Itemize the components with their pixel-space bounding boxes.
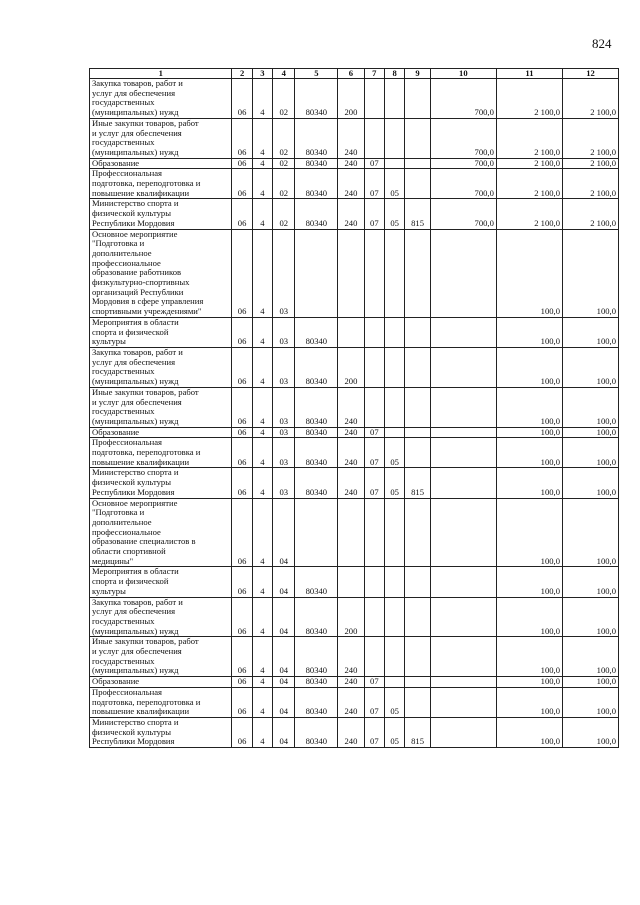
row-name-cell: Закупка товаров, работ и услуг для обеспечения государственных (муниципальных) нужд: [90, 597, 232, 637]
target-code-cell: 80340: [295, 169, 338, 199]
section-code-cell: 06: [232, 637, 252, 677]
amount-cell: [430, 498, 496, 567]
target-code-cell: [295, 229, 338, 317]
row-name-cell: Основное мероприятие "Подготовка и дополнительное профессиональное образование работников физкультурно-спортивных организаций Республики Мордовия в сфере управления спортивными учреждениями": [90, 229, 232, 317]
amount-cell: 100,0: [496, 438, 562, 468]
target-code-cell: 80340: [295, 199, 338, 229]
target-code-cell: 80340: [295, 718, 338, 748]
target-code-cell: [295, 498, 338, 567]
section-code-cell: 06: [232, 438, 252, 468]
row-name-cell: Профессиональная подготовка, переподготовка и повышение квалификации: [90, 169, 232, 199]
expense-type-cell: 200: [338, 597, 364, 637]
expense-type-cell: [338, 317, 364, 347]
table-row: [90, 229, 619, 317]
program-code-cell: 4: [252, 637, 272, 677]
subsection-cell: [384, 387, 404, 427]
amount-cell: 100,0: [563, 687, 619, 717]
subprogram-code-cell: 03: [273, 427, 295, 438]
amount-cell: [430, 597, 496, 637]
subprogram-code-cell: 02: [273, 169, 295, 199]
subprogram-code-cell: 02: [273, 79, 295, 119]
subprogram-code-cell: 04: [273, 718, 295, 748]
column-header: 4: [273, 69, 295, 79]
amount-cell: 100,0: [496, 347, 562, 387]
expense-type-cell: [338, 498, 364, 567]
ministry-code-cell: [405, 158, 430, 169]
section-code-cell: 06: [232, 567, 252, 597]
table-row: [90, 438, 619, 468]
program-code-cell: 4: [252, 118, 272, 158]
expense-type-cell: 240: [338, 387, 364, 427]
target-code-cell: 80340: [295, 387, 338, 427]
program-code-cell: 4: [252, 199, 272, 229]
table-row: [90, 169, 619, 199]
ministry-code-cell: 815: [405, 199, 430, 229]
amount-cell: 100,0: [496, 597, 562, 637]
row-name-cell: Образование: [90, 158, 232, 169]
row-name-cell: Основное мероприятие "Подготовка и дополнительное профессиональное образование специалистов в области спортивной медицины": [90, 498, 232, 567]
row-name-cell: Образование: [90, 677, 232, 688]
target-code-cell: 80340: [295, 637, 338, 677]
amount-cell: 100,0: [563, 317, 619, 347]
amount-cell: [430, 687, 496, 717]
ministry-code-cell: [405, 347, 430, 387]
program-code-cell: 4: [252, 468, 272, 498]
subprogram-code-cell: 04: [273, 597, 295, 637]
target-code-cell: 80340: [295, 347, 338, 387]
row-name-cell: Иные закупки товаров, работ и услуг для обеспечения государственных (муниципальных) нужд: [90, 637, 232, 677]
subsection-cell: [384, 347, 404, 387]
subsection-cell: [384, 567, 404, 597]
program-code-cell: 4: [252, 229, 272, 317]
column-header: 11: [496, 69, 562, 79]
amount-cell: [430, 438, 496, 468]
row-name-cell: Иные закупки товаров, работ и услуг для обеспечения государственных (муниципальных) нужд: [90, 118, 232, 158]
ministry-code-cell: [405, 169, 430, 199]
subsection-cell: 05: [384, 199, 404, 229]
section-code-cell: 06: [232, 229, 252, 317]
amount-cell: 100,0: [563, 229, 619, 317]
program-code-cell: 4: [252, 597, 272, 637]
expense-type-cell: [338, 567, 364, 597]
section-code-cell: 06: [232, 169, 252, 199]
amount-cell: 700,0: [430, 158, 496, 169]
amount-cell: 2 100,0: [496, 79, 562, 119]
section-code-cell: 06: [232, 347, 252, 387]
section-cell: 07: [364, 169, 384, 199]
section-code-cell: 06: [232, 427, 252, 438]
section-cell: 07: [364, 438, 384, 468]
column-header: 3: [252, 69, 272, 79]
row-name-cell: Профессиональная подготовка, переподготовка и повышение квалификации: [90, 687, 232, 717]
row-name-cell: Профессиональная подготовка, переподготовка и повышение квалификации: [90, 438, 232, 468]
program-code-cell: 4: [252, 317, 272, 347]
target-code-cell: 80340: [295, 118, 338, 158]
amount-cell: [430, 317, 496, 347]
section-cell: [364, 229, 384, 317]
amount-cell: 100,0: [496, 229, 562, 317]
amount-cell: [430, 468, 496, 498]
target-code-cell: 80340: [295, 597, 338, 637]
subsection-cell: [384, 498, 404, 567]
row-name-cell: Мероприятия в области спорта и физической культуры: [90, 567, 232, 597]
subprogram-code-cell: 03: [273, 387, 295, 427]
row-name-cell: Министерство спорта и физической культуры Республики Мордовия: [90, 199, 232, 229]
ministry-code-cell: [405, 687, 430, 717]
row-name-cell: Образование: [90, 427, 232, 438]
expense-type-cell: 240: [338, 118, 364, 158]
table-row: [90, 718, 619, 748]
subsection-cell: 05: [384, 687, 404, 717]
target-code-cell: 80340: [295, 468, 338, 498]
table-row: [90, 468, 619, 498]
table-row: [90, 387, 619, 427]
target-code-cell: 80340: [295, 427, 338, 438]
target-code-cell: 80340: [295, 677, 338, 688]
amount-cell: 700,0: [430, 199, 496, 229]
expense-type-cell: 240: [338, 169, 364, 199]
expense-type-cell: 240: [338, 677, 364, 688]
amount-cell: 2 100,0: [563, 158, 619, 169]
amount-cell: 2 100,0: [563, 79, 619, 119]
amount-cell: 100,0: [563, 718, 619, 748]
amount-cell: 100,0: [563, 498, 619, 567]
amount-cell: 100,0: [563, 677, 619, 688]
subsection-cell: [384, 79, 404, 119]
program-code-cell: 4: [252, 677, 272, 688]
subprogram-code-cell: 02: [273, 158, 295, 169]
amount-cell: 100,0: [563, 468, 619, 498]
section-cell: [364, 498, 384, 567]
expense-type-cell: 240: [338, 718, 364, 748]
subsection-cell: [384, 597, 404, 637]
subprogram-code-cell: 03: [273, 438, 295, 468]
section-code-cell: 06: [232, 79, 252, 119]
amount-cell: [430, 718, 496, 748]
amount-cell: [430, 229, 496, 317]
amount-cell: 2 100,0: [563, 169, 619, 199]
section-code-cell: 06: [232, 199, 252, 229]
column-header: 1: [90, 69, 232, 79]
amount-cell: 700,0: [430, 118, 496, 158]
amount-cell: 100,0: [563, 567, 619, 597]
ministry-code-cell: [405, 118, 430, 158]
row-name-cell: Закупка товаров, работ и услуг для обеспечения государственных (муниципальных) нужд: [90, 79, 232, 119]
amount-cell: 100,0: [563, 387, 619, 427]
amount-cell: [430, 347, 496, 387]
ministry-code-cell: [405, 677, 430, 688]
section-cell: [364, 637, 384, 677]
subsection-cell: 05: [384, 438, 404, 468]
program-code-cell: 4: [252, 567, 272, 597]
table-row: [90, 79, 619, 119]
amount-cell: 100,0: [496, 677, 562, 688]
table-row: [90, 347, 619, 387]
expense-type-cell: 240: [338, 158, 364, 169]
ministry-code-cell: 815: [405, 718, 430, 748]
table-row: [90, 597, 619, 637]
section-code-cell: 06: [232, 468, 252, 498]
row-name-cell: Мероприятия в области спорта и физической культуры: [90, 317, 232, 347]
target-code-cell: 80340: [295, 79, 338, 119]
row-name-cell: Министерство спорта и физической культуры Республики Мордовия: [90, 468, 232, 498]
section-cell: [364, 317, 384, 347]
amount-cell: 700,0: [430, 79, 496, 119]
section-cell: [364, 347, 384, 387]
amount-cell: 100,0: [496, 637, 562, 677]
section-cell: 07: [364, 468, 384, 498]
amount-cell: 100,0: [496, 427, 562, 438]
subprogram-code-cell: 03: [273, 347, 295, 387]
column-header: 9: [405, 69, 430, 79]
subsection-cell: 05: [384, 169, 404, 199]
subsection-cell: 05: [384, 718, 404, 748]
expense-type-cell: 240: [338, 427, 364, 438]
table-row: [90, 498, 619, 567]
subprogram-code-cell: 03: [273, 468, 295, 498]
expense-type-cell: 240: [338, 438, 364, 468]
subprogram-code-cell: 03: [273, 229, 295, 317]
section-cell: [364, 567, 384, 597]
ministry-code-cell: [405, 427, 430, 438]
amount-cell: 2 100,0: [563, 199, 619, 229]
amount-cell: 100,0: [496, 498, 562, 567]
expense-type-cell: 240: [338, 687, 364, 717]
header-row: [90, 69, 619, 79]
column-header: 5: [295, 69, 338, 79]
expense-type-cell: [338, 229, 364, 317]
subsection-cell: [384, 677, 404, 688]
subsection-cell: [384, 427, 404, 438]
amount-cell: 100,0: [496, 317, 562, 347]
program-code-cell: 4: [252, 687, 272, 717]
ministry-code-cell: [405, 637, 430, 677]
page-number: 824: [592, 36, 612, 51]
table-row: [90, 567, 619, 597]
section-cell: [364, 79, 384, 119]
budget-table: [89, 68, 619, 748]
target-code-cell: 80340: [295, 158, 338, 169]
amount-cell: 100,0: [563, 438, 619, 468]
section-cell: 07: [364, 677, 384, 688]
table-row: [90, 199, 619, 229]
ministry-code-cell: [405, 317, 430, 347]
subsection-cell: [384, 118, 404, 158]
subsection-cell: [384, 637, 404, 677]
subprogram-code-cell: 02: [273, 118, 295, 158]
table-row: [90, 677, 619, 688]
section-code-cell: 06: [232, 718, 252, 748]
expense-type-cell: 240: [338, 199, 364, 229]
expense-type-cell: 240: [338, 468, 364, 498]
subprogram-code-cell: 04: [273, 687, 295, 717]
expense-type-cell: 200: [338, 347, 364, 387]
amount-cell: 100,0: [563, 427, 619, 438]
program-code-cell: 4: [252, 387, 272, 427]
row-name-cell: Министерство спорта и физической культуры Республики Мордовия: [90, 718, 232, 748]
amount-cell: [430, 387, 496, 427]
target-code-cell: 80340: [295, 567, 338, 597]
amount-cell: 100,0: [563, 597, 619, 637]
amount-cell: 100,0: [563, 637, 619, 677]
section-cell: 07: [364, 158, 384, 169]
amount-cell: 700,0: [430, 169, 496, 199]
section-code-cell: 06: [232, 597, 252, 637]
subprogram-code-cell: 04: [273, 567, 295, 597]
table-row: [90, 427, 619, 438]
column-header: 10: [430, 69, 496, 79]
section-code-cell: 06: [232, 677, 252, 688]
amount-cell: 2 100,0: [563, 118, 619, 158]
amount-cell: 100,0: [496, 468, 562, 498]
subprogram-code-cell: 04: [273, 637, 295, 677]
section-cell: 07: [364, 687, 384, 717]
subprogram-code-cell: 03: [273, 317, 295, 347]
amount-cell: 100,0: [496, 387, 562, 427]
column-header: 7: [364, 69, 384, 79]
ministry-code-cell: [405, 387, 430, 427]
amount-cell: 100,0: [496, 687, 562, 717]
section-code-cell: 06: [232, 687, 252, 717]
program-code-cell: 4: [252, 158, 272, 169]
amount-cell: 2 100,0: [496, 118, 562, 158]
table-row: [90, 637, 619, 677]
expense-type-cell: 240: [338, 637, 364, 677]
section-cell: [364, 597, 384, 637]
section-cell: [364, 118, 384, 158]
column-header: 6: [338, 69, 364, 79]
table-row: [90, 158, 619, 169]
amount-cell: [430, 637, 496, 677]
amount-cell: [430, 427, 496, 438]
amount-cell: 2 100,0: [496, 199, 562, 229]
target-code-cell: 80340: [295, 438, 338, 468]
ministry-code-cell: [405, 567, 430, 597]
amount-cell: 2 100,0: [496, 158, 562, 169]
column-header: 8: [384, 69, 404, 79]
section-cell: 07: [364, 427, 384, 438]
section-cell: [364, 387, 384, 427]
subsection-cell: 05: [384, 468, 404, 498]
program-code-cell: 4: [252, 438, 272, 468]
expense-type-cell: 200: [338, 79, 364, 119]
ministry-code-cell: [405, 229, 430, 317]
section-cell: 07: [364, 199, 384, 229]
ministry-code-cell: [405, 498, 430, 567]
program-code-cell: 4: [252, 718, 272, 748]
target-code-cell: 80340: [295, 687, 338, 717]
ministry-code-cell: [405, 597, 430, 637]
table-row: [90, 687, 619, 717]
target-code-cell: 80340: [295, 317, 338, 347]
subprogram-code-cell: 02: [273, 199, 295, 229]
amount-cell: [430, 567, 496, 597]
amount-cell: 100,0: [496, 718, 562, 748]
section-code-cell: 06: [232, 118, 252, 158]
subprogram-code-cell: 04: [273, 498, 295, 567]
amount-cell: [430, 677, 496, 688]
section-code-cell: 06: [232, 387, 252, 427]
subsection-cell: [384, 158, 404, 169]
ministry-code-cell: [405, 79, 430, 119]
subsection-cell: [384, 317, 404, 347]
subsection-cell: [384, 229, 404, 317]
table-row: [90, 118, 619, 158]
amount-cell: 100,0: [496, 567, 562, 597]
table-body: [90, 79, 619, 748]
column-header: 2: [232, 69, 252, 79]
amount-cell: 100,0: [563, 347, 619, 387]
ministry-code-cell: [405, 438, 430, 468]
column-header: 12: [563, 69, 619, 79]
amount-cell: 2 100,0: [496, 169, 562, 199]
row-name-cell: Закупка товаров, работ и услуг для обеспечения государственных (муниципальных) нужд: [90, 347, 232, 387]
subprogram-code-cell: 04: [273, 677, 295, 688]
program-code-cell: 4: [252, 347, 272, 387]
program-code-cell: 4: [252, 427, 272, 438]
program-code-cell: 4: [252, 79, 272, 119]
program-code-cell: 4: [252, 498, 272, 567]
ministry-code-cell: 815: [405, 468, 430, 498]
section-code-cell: 06: [232, 317, 252, 347]
table-row: [90, 317, 619, 347]
program-code-cell: 4: [252, 169, 272, 199]
row-name-cell: Иные закупки товаров, работ и услуг для обеспечения государственных (муниципальных) нужд: [90, 387, 232, 427]
section-code-cell: 06: [232, 158, 252, 169]
section-code-cell: 06: [232, 498, 252, 567]
section-cell: 07: [364, 718, 384, 748]
